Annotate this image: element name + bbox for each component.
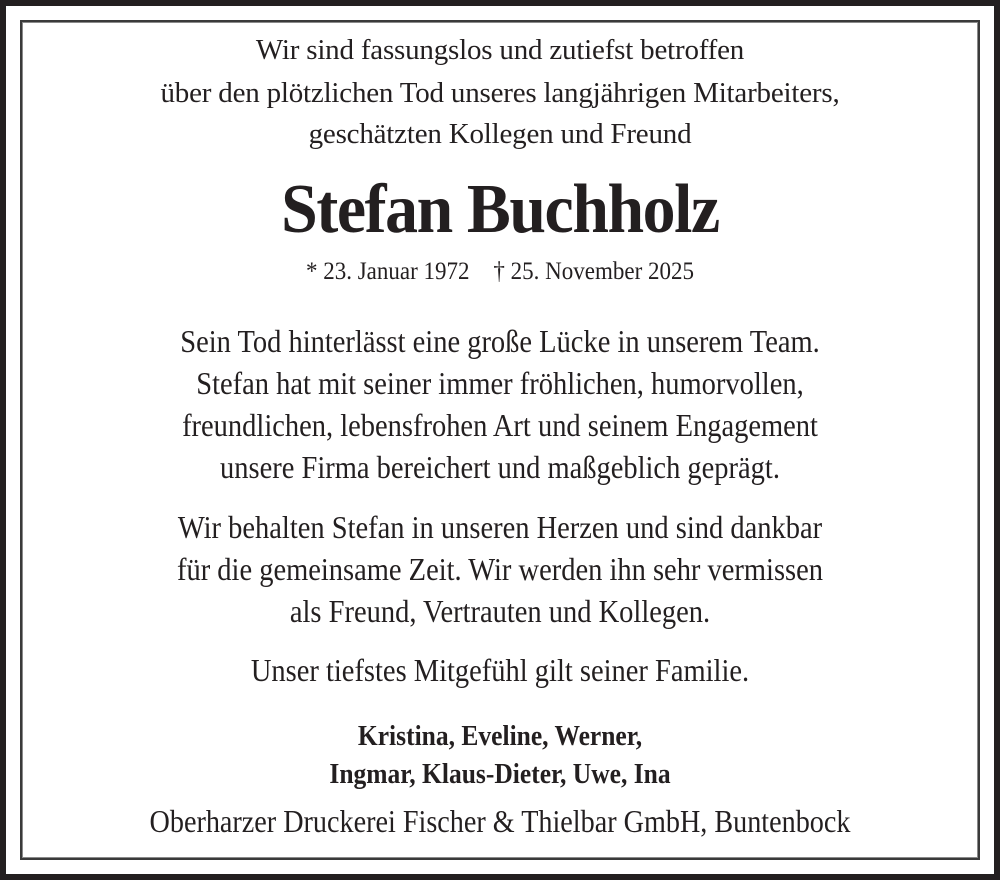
intro-line-2: über den plötzlichen Tod unseres langjährigen Mitarbeiters, (160, 77, 840, 109)
deceased-name: Stefan Buchholz (281, 171, 719, 248)
paragraph-1-line-4: unsere Firma bereichert und maßgeblich geprägt. (220, 449, 780, 485)
birth-date: * 23. Januar 1972 (305, 258, 470, 285)
paragraph-1-line-3: freundlichen, lebensfrohen Art und seinem Engagement (182, 407, 818, 443)
signatories-line-2: Ingmar, Klaus-Dieter, Uwe, Ina (329, 758, 671, 790)
company-name: Oberharzer Druckerei Fischer & Thielbar GmbH, Buntenbock (149, 803, 851, 839)
signatories-line-1: Kristina, Eveline, Werner, (357, 720, 643, 752)
death-date: † 25. November 2025 (493, 258, 695, 285)
paragraph-1-line-2: Stefan hat mit seiner immer fröhlichen, humorvollen, (196, 365, 804, 401)
paragraph-2-line-2: für die gemeinsame Zeit. Wir werden ihn sehr vermissen (176, 551, 824, 587)
intro-line-3: geschätzten Kollegen und Freund (308, 118, 692, 150)
condolence-line: Unser tiefstes Mitgefühl gilt seiner Familie. (250, 652, 750, 688)
paragraph-2-line-1: Wir behalten Stefan in unseren Herzen und sind dankbar (177, 509, 823, 545)
paragraph-1-line-1: Sein Tod hinterlässt eine große Lücke in unserem Team. (180, 323, 820, 359)
paragraph-2-line-3: als Freund, Vertrauten und Kollegen. (289, 593, 711, 629)
life-dates (40, 258, 960, 286)
intro-line-1: Wir sind fassungslos und zutiefst betroffen (255, 34, 745, 66)
